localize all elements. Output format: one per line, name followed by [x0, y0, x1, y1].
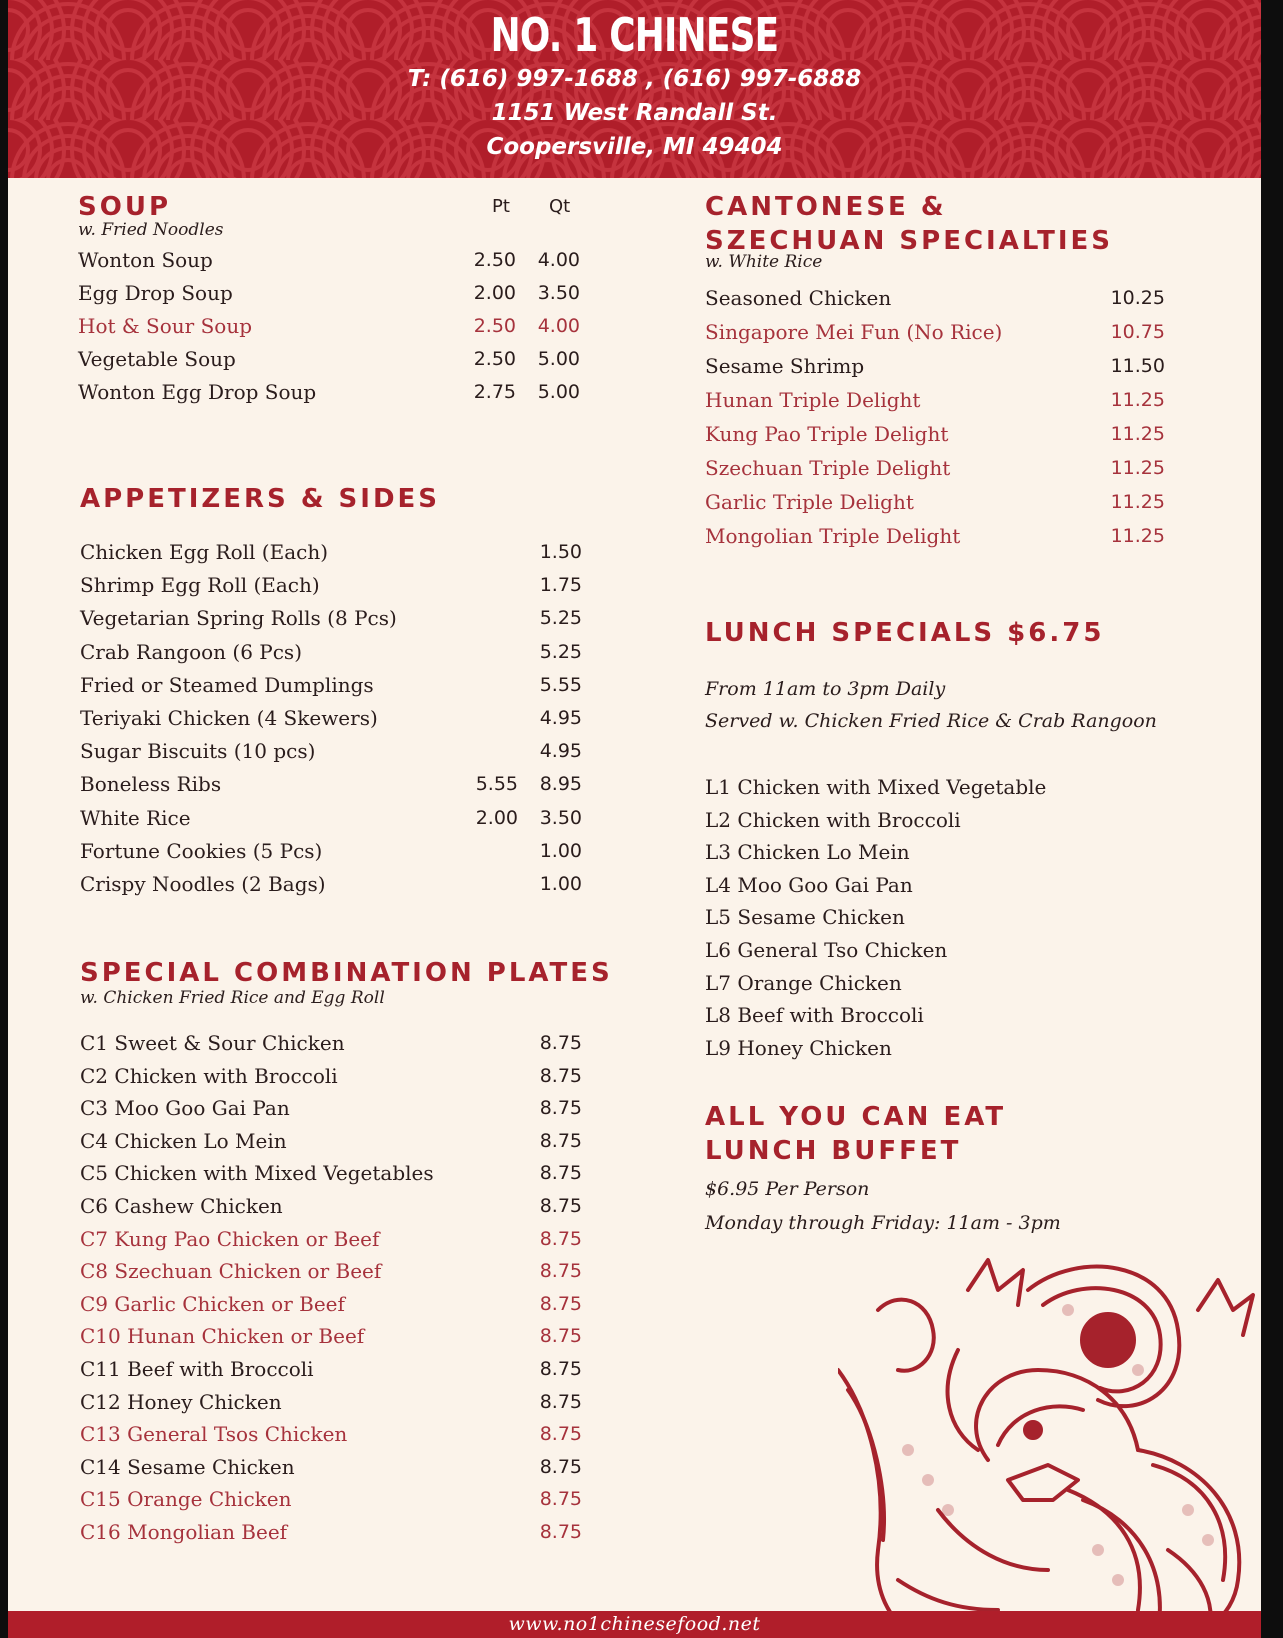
item-name: Teriyaki Chicken (4 Skewers): [80, 706, 378, 730]
item-price: 8.75: [539, 1325, 582, 1348]
item-price: 4.00: [537, 315, 580, 337]
soup-qt-header: Qt: [549, 196, 571, 217]
combo-item-row: [80, 1320, 600, 1352]
item-price: 8.75: [539, 1227, 582, 1250]
item-name: C5 Chicken with Mixed Vegetables: [80, 1161, 434, 1186]
item-name: L3 Chicken Lo Mein: [705, 840, 910, 865]
combo-item-row: [80, 1157, 600, 1189]
soup-item-row: [78, 376, 598, 408]
item-price: 11.50: [1110, 355, 1165, 377]
item-price: 4.00: [537, 249, 580, 271]
lunch-item-row: [705, 1032, 1175, 1064]
appetizer-item-row: [80, 602, 600, 634]
item-price: 11.25: [1110, 525, 1165, 547]
item-name: L7 Orange Chicken: [705, 970, 902, 995]
combo-item-row: [80, 1418, 600, 1450]
item-name: Egg Drop Soup: [78, 281, 233, 305]
item-price: 8.75: [539, 1260, 582, 1283]
item-price: 10.75: [1110, 321, 1165, 343]
item-price: 8.75: [539, 1097, 582, 1120]
item-price: 8.75: [539, 1195, 582, 1217]
combo-item-row: [80, 1125, 600, 1157]
appetizers-title: APPETIZERS & SIDES: [80, 484, 441, 514]
item-name: C9 Garlic Chicken or Beef: [80, 1291, 345, 1316]
item-name: C13 General Tsos Chicken: [80, 1422, 348, 1447]
lunch-item-row: [705, 967, 1175, 999]
combo-item-row: [80, 1288, 600, 1320]
soup-title: SOUP: [78, 192, 171, 222]
combos-subtitle: w. Chicken Fried Rice and Egg Roll: [80, 988, 385, 1008]
phone-numbers: T: (616) 997-1688 , (616) 997-6888: [407, 66, 862, 92]
combo-item-row: [80, 1190, 600, 1222]
item-name: L1 Chicken with Mixed Vegetable: [705, 775, 1047, 799]
lunch-item-row: [705, 836, 1175, 868]
soup-item-row: [78, 244, 598, 276]
lunch-title: LUNCH SPECIALS $6.75: [705, 618, 1105, 648]
item-price: 4.95: [539, 707, 582, 729]
cantonese-item-row: [705, 486, 1175, 518]
item-price: 8.75: [539, 1521, 582, 1543]
item-name: Sugar Biscuits (10 pcs): [80, 739, 316, 764]
lunch-item-row: [705, 869, 1175, 901]
item-price: 1.00: [539, 873, 582, 895]
item-name: Vegetarian Spring Rolls (8 Pcs): [80, 606, 397, 631]
item-name: Wonton Egg Drop Soup: [78, 380, 317, 404]
item-name: C12 Honey Chicken: [80, 1389, 282, 1414]
footer-bar: [8, 1611, 1261, 1638]
item-name: L5 Sesame Chicken: [705, 905, 905, 930]
item-name: Sesame Shrimp: [705, 354, 865, 378]
combo-item-row: [80, 1223, 600, 1255]
soup-item-row: [78, 310, 598, 342]
item-name: Garlic Triple Delight: [705, 490, 914, 514]
item-name: C8 Szechuan Chicken or Beef: [80, 1259, 382, 1284]
right-edge: [1261, 0, 1283, 1638]
item-price: 8.75: [539, 1358, 582, 1380]
item-name: Vegetable Soup: [78, 347, 236, 371]
item-price: 11.25: [1110, 389, 1165, 411]
lunch-item-row: [705, 804, 1175, 836]
item-name: L9 Honey Chicken: [705, 1035, 892, 1060]
item-name: Hot & Sour Soup: [78, 314, 253, 338]
combo-item-row: [80, 1386, 600, 1418]
cantonese-title-line2: SZECHUAN SPECIALTIES: [705, 226, 1114, 256]
item-price-small: 2.50: [473, 249, 516, 271]
combo-item-row: [80, 1060, 600, 1092]
address-street: 1151 West Randall St.: [491, 100, 778, 126]
item-price-small: 2.50: [473, 315, 516, 337]
combo-item-row: [80, 1451, 600, 1483]
cantonese-item-row: [705, 520, 1175, 552]
item-price: 8.75: [539, 1162, 582, 1185]
item-name: Singapore Mei Fun (No Rice): [705, 320, 1003, 344]
buffet-price: $6.95 Per Person: [705, 1178, 870, 1200]
buffet-title-line2: LUNCH BUFFET: [705, 1136, 962, 1166]
item-price: 8.75: [539, 1488, 582, 1511]
item-price: 1.00: [539, 839, 582, 862]
item-price: 5.25: [539, 640, 582, 663]
combos-title: SPECIAL COMBINATION PLATES: [80, 958, 613, 988]
item-name: Seasoned Chicken: [705, 286, 892, 310]
item-price: 5.25: [539, 607, 582, 630]
item-name: Boneless Ribs: [80, 772, 222, 797]
combo-item-row: [80, 1027, 600, 1059]
buffet-title-line1: ALL YOU CAN EAT: [705, 1102, 1007, 1132]
appetizer-item-row: [80, 702, 600, 734]
item-name: L2 Chicken with Broccoli: [705, 807, 961, 832]
item-price: 1.75: [539, 574, 582, 597]
item-price-small: 2.75: [473, 381, 516, 403]
address-city: Coopersville, MI 49404: [486, 134, 783, 160]
item-name: White Rice: [80, 805, 191, 830]
restaurant-name: NO. 1 CHINESE: [490, 8, 779, 62]
item-name: Mongolian Triple Delight: [705, 524, 961, 548]
item-name: Chicken Egg Roll (Each): [80, 540, 328, 564]
left-edge: [0, 0, 8, 1638]
item-name: Crab Rangoon (6 Pcs): [80, 639, 303, 664]
cantonese-item-row: [705, 282, 1175, 314]
appetizer-item-row: [80, 536, 600, 568]
item-name: Szechuan Triple Delight: [705, 456, 951, 480]
item-price: 8.75: [539, 1455, 582, 1478]
appetizer-item-row: [80, 835, 600, 867]
soup-subtitle: w. Fried Noodles: [78, 220, 224, 240]
combo-item-row: [80, 1483, 600, 1515]
website-link[interactable]: www.no1chinesefood.net: [508, 1613, 761, 1635]
cantonese-item-row: [705, 350, 1175, 382]
item-name: Wonton Soup: [78, 248, 213, 272]
item-price: 10.25: [1110, 287, 1165, 309]
appetizer-item-row: [80, 768, 600, 800]
item-name: C11 Beef with Broccoli: [80, 1357, 314, 1381]
soup-item-row: [78, 277, 598, 309]
item-name: C6 Cashew Chicken: [80, 1194, 283, 1218]
item-name: C15 Orange Chicken: [80, 1487, 292, 1512]
cantonese-item-row: [705, 418, 1175, 450]
item-name: Kung Pao Triple Delight: [705, 422, 949, 446]
lunch-item-row: [705, 771, 1175, 803]
item-price: 8.75: [539, 1292, 582, 1315]
item-price: 8.95: [539, 773, 582, 796]
item-price-small: 2.00: [475, 806, 518, 829]
buffet-hours: Monday through Friday: 11am - 3pm: [705, 1212, 1061, 1234]
item-name: Hunan Triple Delight: [705, 388, 921, 412]
appetizer-item-row: [80, 868, 600, 900]
cantonese-title-line1: CANTONESE &: [705, 192, 947, 222]
item-price: 8.75: [539, 1423, 582, 1446]
lunch-item-row: [705, 999, 1175, 1031]
item-name: C10 Hunan Chicken or Beef: [80, 1324, 365, 1349]
cantonese-item-row: [705, 384, 1175, 416]
cantonese-item-row: [705, 316, 1175, 348]
item-price: 3.50: [539, 806, 582, 829]
item-price: 8.75: [539, 1064, 582, 1087]
item-name: Crispy Noodles (2 Bags): [80, 872, 326, 896]
item-name: C1 Sweet & Sour Chicken: [80, 1031, 345, 1055]
cantonese-subtitle: w. White Rice: [705, 252, 823, 272]
item-name: L4 Moo Goo Gai Pan: [705, 872, 913, 897]
combo-item-row: [80, 1255, 600, 1287]
item-name: Fried or Steamed Dumplings: [80, 672, 374, 697]
item-price: 11.25: [1110, 457, 1165, 479]
item-name: Fortune Cookies (5 Pcs): [80, 838, 323, 863]
lunch-hours: From 11am to 3pm Daily: [705, 678, 946, 700]
item-price-small: 2.00: [473, 282, 516, 304]
combo-item-row: [80, 1092, 600, 1124]
item-price: 11.25: [1110, 491, 1165, 513]
item-price: 8.75: [539, 1129, 582, 1152]
item-price: 5.00: [537, 348, 580, 370]
item-price-small: 5.55: [475, 773, 518, 796]
cantonese-item-row: [705, 452, 1175, 484]
item-name: C7 Kung Pao Chicken or Beef: [80, 1226, 380, 1251]
combo-item-row: [80, 1353, 600, 1385]
combo-item-row: [80, 1516, 600, 1548]
item-price: 5.55: [539, 673, 582, 696]
item-name: C3 Moo Goo Gai Pan: [80, 1096, 290, 1121]
item-name: C4 Chicken Lo Mein: [80, 1128, 287, 1153]
item-price: 5.00: [537, 381, 580, 403]
item-price: 1.50: [539, 541, 582, 563]
lunch-item-row: [705, 934, 1175, 966]
item-name: L8 Beef with Broccoli: [705, 1003, 924, 1028]
appetizer-item-row: [80, 569, 600, 601]
item-name: Shrimp Egg Roll (Each): [80, 573, 320, 598]
item-name: L6 General Tso Chicken: [705, 938, 948, 962]
item-name: C2 Chicken with Broccoli: [80, 1063, 338, 1088]
dragon-illustration-icon: [838, 1250, 1261, 1638]
item-price-small: 2.50: [473, 348, 516, 370]
item-price: 8.75: [539, 1032, 582, 1054]
lunch-item-row: [705, 901, 1175, 933]
item-price: 11.25: [1110, 423, 1165, 445]
item-price: 4.95: [539, 740, 582, 763]
item-price: 3.50: [537, 282, 580, 304]
appetizer-item-row: [80, 636, 600, 668]
item-price: 8.75: [539, 1390, 582, 1413]
menu-page: [8, 0, 1261, 1638]
appetizer-item-row: [80, 735, 600, 767]
appetizer-item-row: [80, 669, 600, 701]
soup-pt-header: Pt: [492, 196, 510, 217]
soup-item-row: [78, 343, 598, 375]
item-name: C14 Sesame Chicken: [80, 1454, 295, 1479]
item-name: C16 Mongolian Beef: [80, 1520, 288, 1544]
lunch-served-with: Served w. Chicken Fried Rice & Crab Rangoon: [705, 710, 1157, 732]
menu-header: [8, 0, 1261, 178]
appetizer-item-row: [80, 802, 600, 834]
